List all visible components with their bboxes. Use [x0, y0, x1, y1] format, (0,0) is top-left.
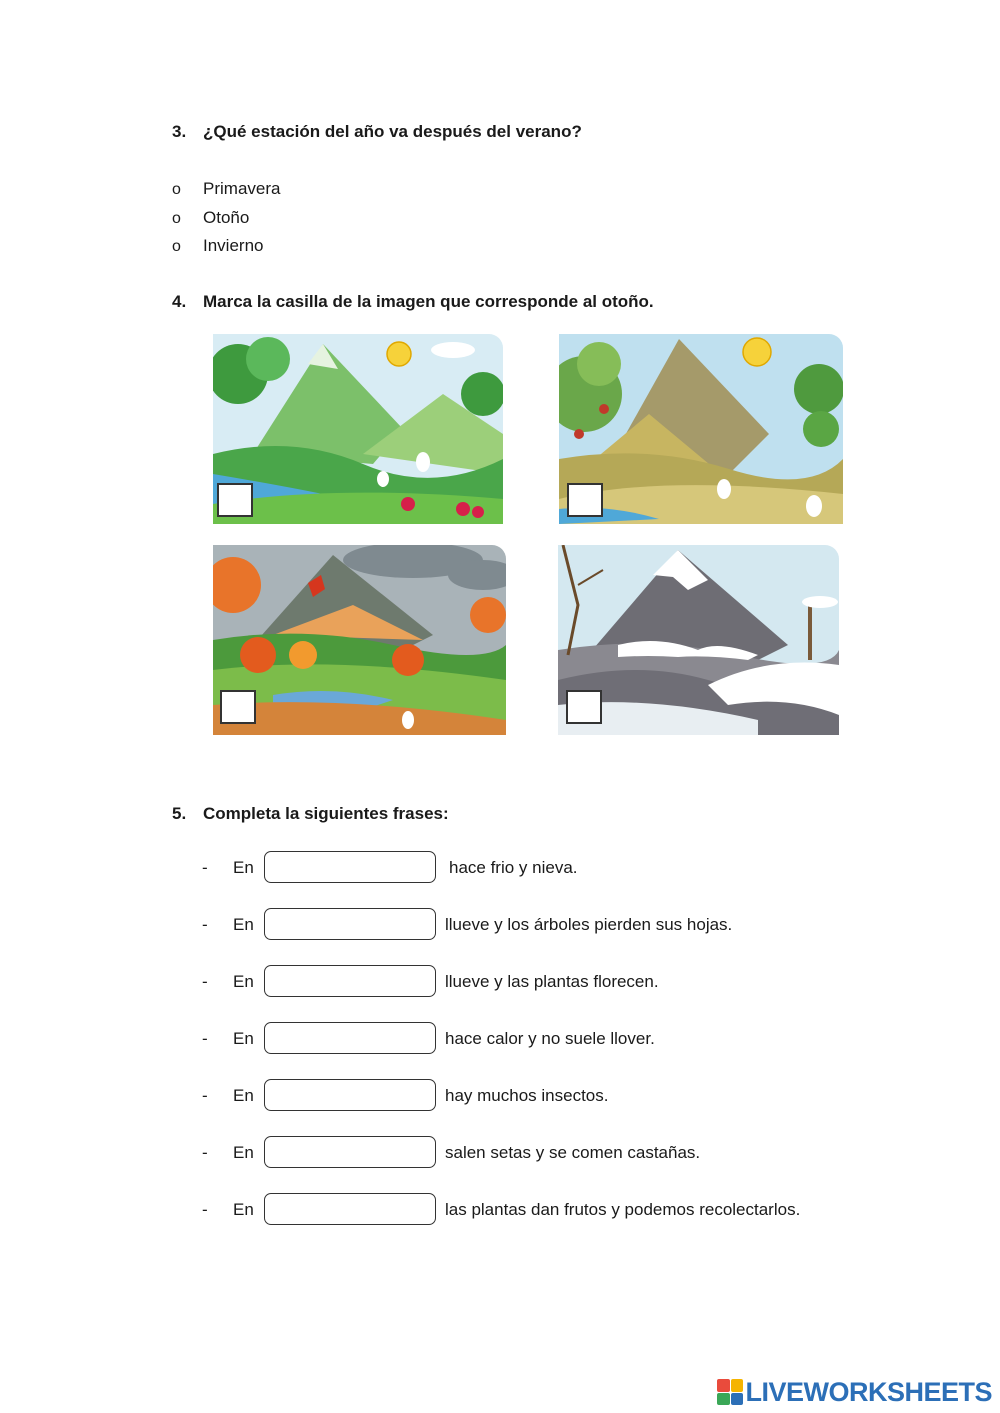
dash-bullet: -	[202, 1143, 208, 1162]
option-primavera[interactable]	[172, 179, 280, 199]
dash-bullet: -	[202, 1086, 208, 1105]
question-4-number: 4.	[172, 292, 187, 311]
question-4-text: Marca la casilla de la imagen que corresponde al otoño.	[203, 292, 654, 311]
question-3-number: 3.	[172, 122, 187, 141]
summer-checkbox[interactable]	[567, 483, 603, 517]
radio-bullet[interactable]: o	[172, 238, 181, 255]
dash-bullet: -	[202, 1029, 208, 1048]
spring-scene-image	[213, 334, 503, 524]
season-input-7[interactable]	[264, 1193, 436, 1225]
sentence-prefix: En	[233, 1086, 254, 1105]
sentence-suffix: hace frio y nieva.	[449, 858, 578, 877]
question-5-title	[172, 804, 449, 824]
sentence-suffix: llueve y los árboles pierden sus hojas.	[445, 915, 733, 934]
sentence-prefix: En	[233, 1143, 254, 1162]
dash-bullet: -	[202, 1200, 208, 1219]
season-input-4[interactable]	[264, 1022, 436, 1054]
question-5-text: Completa la siguientes frases:	[203, 804, 449, 823]
season-input-5[interactable]	[264, 1079, 436, 1111]
season-input-2[interactable]	[264, 908, 436, 940]
sentence-prefix: En	[233, 858, 254, 877]
dash-bullet: -	[202, 972, 208, 991]
option-otono[interactable]	[172, 208, 249, 228]
sentence-suffix: hay muchos insectos.	[445, 1086, 609, 1105]
season-input-3[interactable]	[264, 965, 436, 997]
sentence-suffix: las plantas dan frutos y podemos recolectarlos.	[445, 1200, 801, 1219]
question-3-text: ¿Qué estación del año va después del verano?	[203, 122, 582, 141]
sentence-prefix: En	[233, 915, 254, 934]
radio-bullet[interactable]: o	[172, 181, 181, 198]
option-invierno[interactable]	[172, 236, 263, 256]
liveworksheets-brand[interactable]	[717, 1377, 992, 1407]
winter-checkbox[interactable]	[566, 690, 602, 724]
brand-wordmark: LIVEWORKSHEETS	[745, 1376, 992, 1407]
question-3-title	[172, 122, 582, 142]
option-label: Otoño	[203, 208, 250, 227]
sentence-suffix: hace calor y no suele llover.	[445, 1029, 655, 1048]
liveworksheets-logo-icon	[717, 1379, 743, 1405]
autumn-checkbox[interactable]	[220, 690, 256, 724]
question-5-number: 5.	[172, 804, 187, 823]
season-input-6[interactable]	[264, 1136, 436, 1168]
dash-bullet: -	[202, 915, 208, 934]
sentence-prefix: En	[233, 1200, 254, 1219]
question-4-title	[172, 292, 654, 312]
option-label: Invierno	[203, 236, 264, 255]
spring-checkbox[interactable]	[217, 483, 253, 517]
radio-bullet[interactable]: o	[172, 210, 181, 227]
option-label: Primavera	[203, 179, 281, 198]
sentence-suffix: salen setas y se comen castañas.	[445, 1143, 701, 1162]
dash-bullet: -	[202, 858, 208, 877]
sentence-suffix: llueve y las plantas florecen.	[445, 972, 659, 991]
autumn-scene-image	[213, 545, 506, 735]
sentence-prefix: En	[233, 972, 254, 991]
season-input-1[interactable]	[264, 851, 436, 883]
sentence-prefix: En	[233, 1029, 254, 1048]
